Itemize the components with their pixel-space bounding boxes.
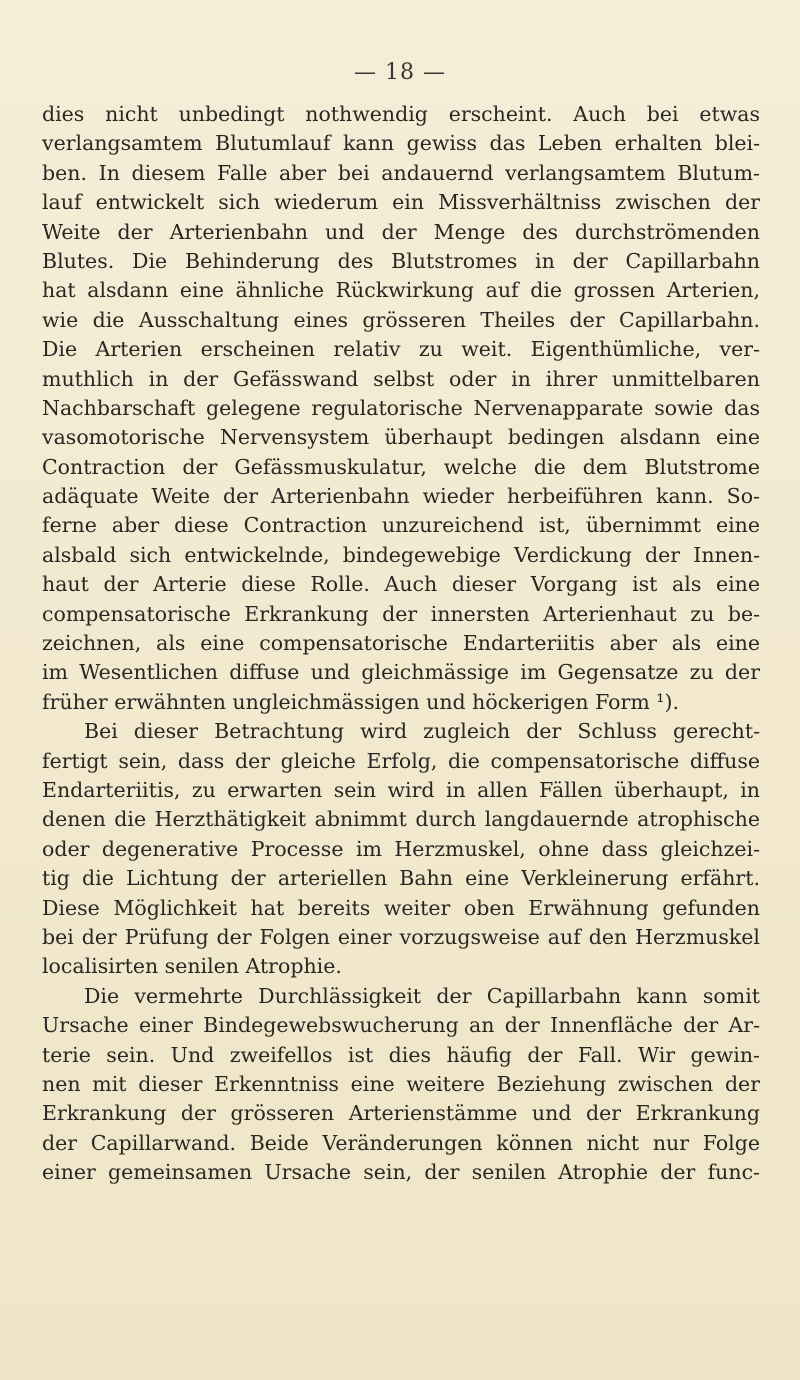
text-line: einer gemeinsamen Ursache sein, der senilen Atrophie der func-: [42, 1160, 760, 1185]
text-line: compensatorische Erkrankung der innersten Arterienhaut zu be-: [42, 601, 760, 626]
text-line: Erkrankung der grösseren Arterienstämme und der Erkrankung: [42, 1101, 760, 1126]
text-line: alsbald sich entwickelnde, bindegewebige Verdickung der Innen-: [42, 542, 760, 567]
text-line: ben. In diesem Falle aber bei andauernd verlangsamtem Blutum-: [42, 160, 760, 185]
text-line: bei der Prüfung der Folgen einer vorzugsweise auf den Herzmuskel: [42, 924, 760, 949]
text-line: der Capillarwand. Beide Veränderungen können nicht nur Folge: [42, 1130, 760, 1155]
text-line: früher erwähnten ungleichmässigen und höckerigen Form ¹).: [42, 689, 680, 714]
text-line: denen die Herzthätigkeit abnimmt durch langdauernde atrophische: [42, 807, 760, 832]
text-line: dies nicht unbedingt nothwendig erscheint. Auch bei etwas: [42, 102, 760, 126]
text-line: localisirten senilen Atrophie.: [42, 954, 342, 979]
text-line: ferne aber diese Contraction unzureichend ist, übernimmt eine: [42, 513, 760, 538]
text-line: Nachbarschaft gelegene regulatorische Nervenapparate sowie das: [42, 395, 760, 420]
text-line: vasomotorische Nervensystem überhaupt bedingen alsdann eine: [42, 425, 760, 450]
text-line: Ursache einer Bindegewebswucherung an der Innenfläche der Ar-: [42, 1013, 760, 1038]
text-line: Bei dieser Betrachtung wird zugleich der Schluss gerecht-: [84, 719, 760, 744]
text-line: wie die Ausschaltung eines grösseren Theiles der Capillarbahn.: [42, 307, 760, 332]
text-line: Die vermehrte Durchlässigkeit der Capillarbahn kann somit: [84, 983, 760, 1008]
page-number: — 18 —: [354, 60, 446, 85]
text-line: zeichnen, als eine compensatorische Endarteriitis aber als eine: [42, 631, 760, 656]
text-line: tig die Lichtung der arteriellen Bahn eine Verkleinerung erfährt.: [42, 866, 760, 891]
text-line: Diese Möglichkeit hat bereits weiter oben Erwähnung gefunden: [42, 895, 760, 920]
text-line: verlangsamtem Blutumlauf kann gewiss das Leben erhalten blei-: [42, 131, 760, 156]
body-text: [42, 100, 760, 1187]
text-line: adäquate Weite der Arterienbahn wieder herbeiführen kann. So-: [42, 484, 760, 509]
text-line: Blutes. Die Behinderung des Blutstromes in der Capillarbahn: [42, 248, 760, 273]
text-line: hat alsdann eine ähnliche Rückwirkung auf die grossen Arterien,: [42, 278, 760, 303]
text-line: Weite der Arterienbahn und der Menge des durchströmenden: [42, 219, 760, 244]
text-line: muthlich in der Gefässwand selbst oder in ihrer unmittelbaren: [42, 366, 760, 391]
text-line: Endarteriitis, zu erwarten sein wird in allen Fällen überhaupt, in: [42, 777, 760, 802]
text-line: im Wesentlichen diffuse und gleichmässige im Gegensatze zu der: [42, 660, 760, 685]
text-line: Die Arterien erscheinen relativ zu weit. Eigenthümliche, ver-: [42, 337, 760, 362]
text-line: fertigt sein, dass der gleiche Erfolg, die compensatorische diffuse: [42, 748, 760, 773]
text-line: nen mit dieser Erkenntniss eine weitere Beziehung zwischen der: [42, 1071, 760, 1096]
text-line: haut der Arterie diese Rolle. Auch dieser Vorgang ist als eine: [42, 572, 760, 597]
text-line: lauf entwickelt sich wiederum ein Missverhältniss zwischen der: [42, 190, 760, 215]
text-line: Contraction der Gefässmuskulatur, welche die dem Blutstrome: [42, 454, 760, 479]
text-line: oder degenerative Processe im Herzmuskel, ohne dass gleichzei-: [42, 836, 760, 861]
text-line: terie sein. Und zweifellos ist dies häufig der Fall. Wir gewin-: [42, 1042, 760, 1067]
